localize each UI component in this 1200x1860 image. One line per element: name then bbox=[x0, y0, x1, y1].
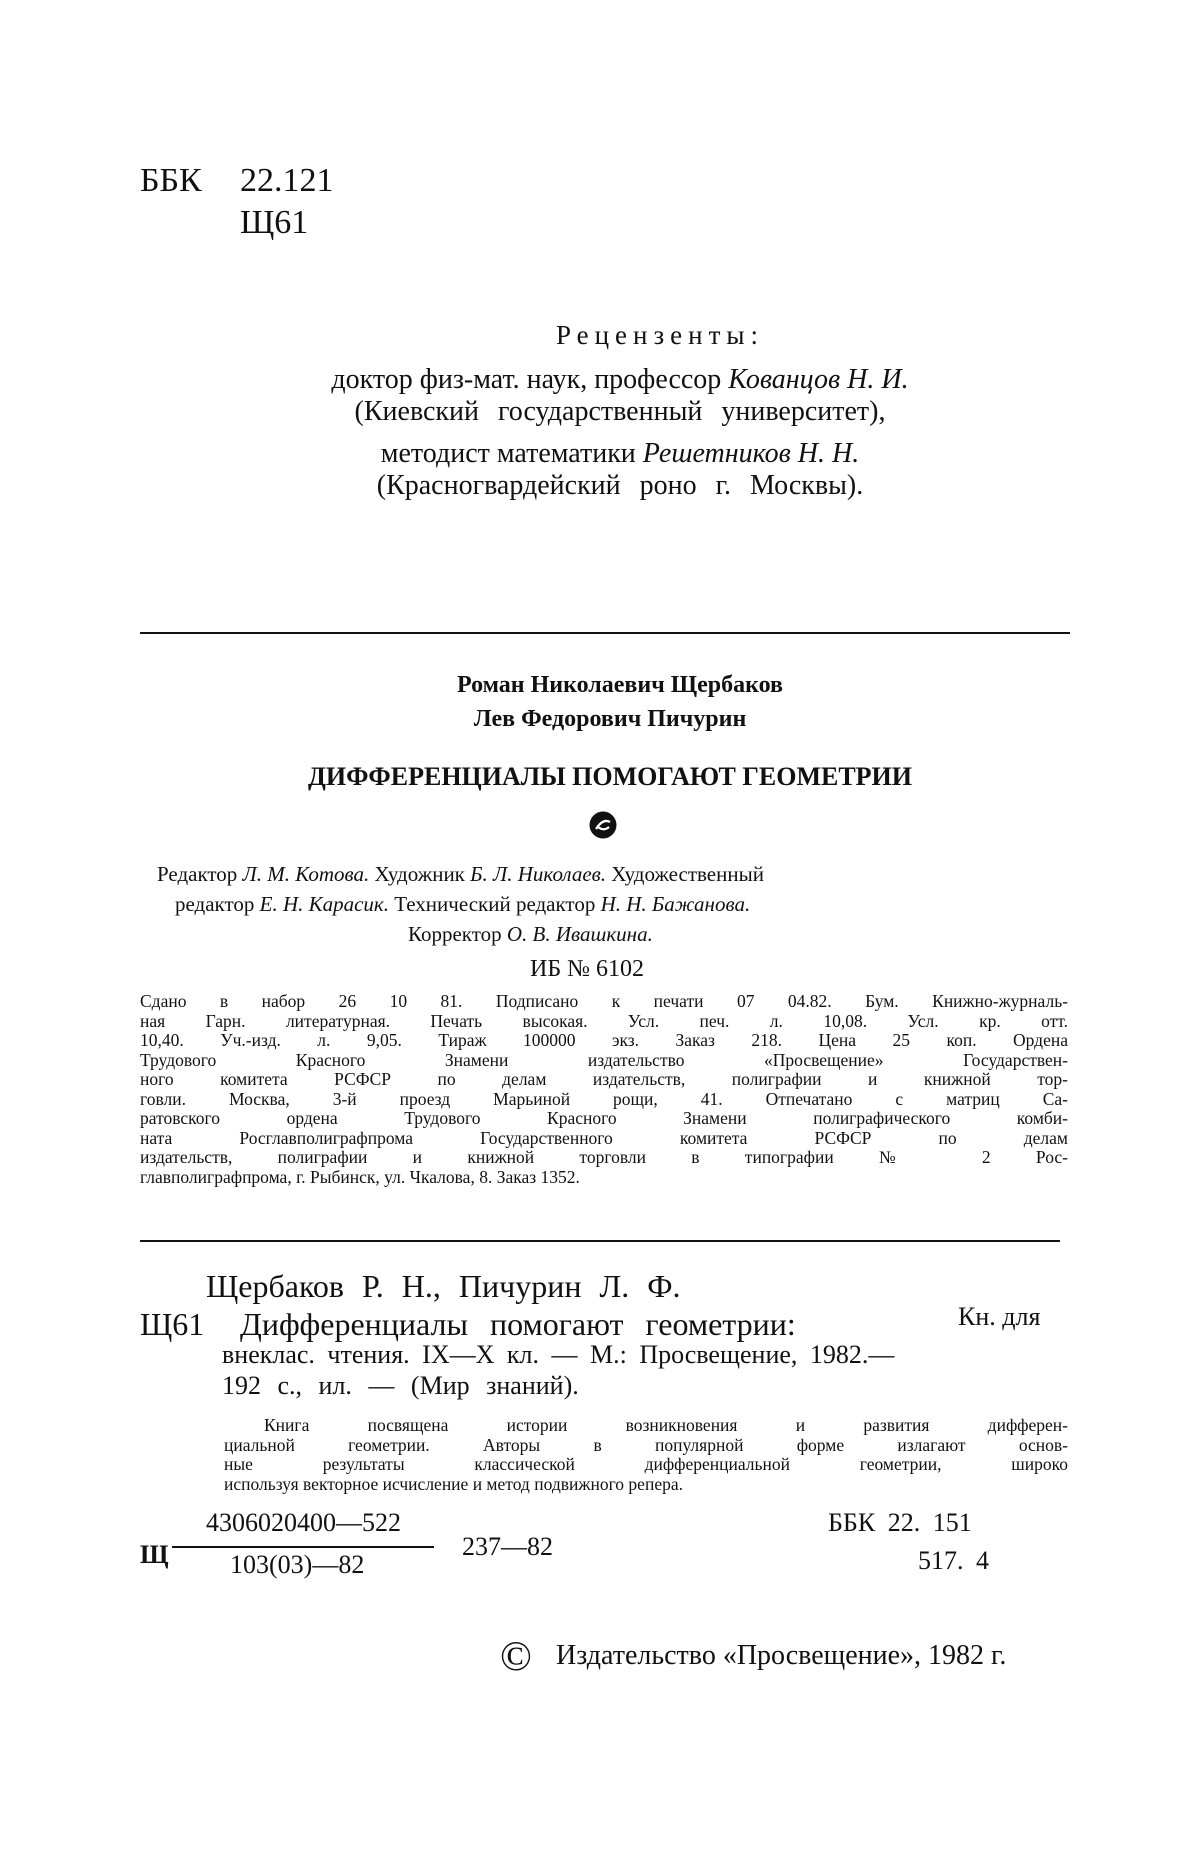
reviewer-2-role: методист математики bbox=[380, 438, 643, 469]
catalog-udk: 517. 4 bbox=[918, 1546, 989, 1575]
reviewer-1-role: доктор физ-мат. наук, профессор bbox=[331, 364, 729, 395]
formula-numerator: 4306020400—522 bbox=[206, 1508, 401, 1537]
catalog-call-mark: Щ61 bbox=[140, 1306, 205, 1342]
copyright-text: Издательство «Просвещение», 1982 г. bbox=[556, 1640, 1007, 1671]
imprint-line: главполиграфпрома, г. Рыбинск, ул. Чкалова, 8. Заказ 1352. bbox=[140, 1166, 580, 1187]
reviewers-heading: Рецензенты: bbox=[555, 320, 765, 350]
catalog-line-3: 192 с., ил. — (Мир знаний). bbox=[222, 1371, 579, 1400]
ib-number: ИБ № 6102 bbox=[530, 956, 645, 982]
catalog-line-2: внеклас. чтения. IX—X кл. — М.: Просвещение, 1982.— bbox=[222, 1340, 895, 1369]
credit-role: Редактор bbox=[157, 862, 243, 886]
publisher-emblem-icon bbox=[588, 810, 618, 840]
imprint-block bbox=[140, 992, 1068, 1187]
copyright-symbol: © bbox=[500, 1634, 532, 1680]
catalog-title-line: Дифференциалы помогают геометрии: bbox=[240, 1306, 796, 1342]
catalog-bbk: ББК 22. 151 bbox=[828, 1508, 972, 1537]
formula-order-code: 237—82 bbox=[462, 1532, 553, 1561]
credit-role: Корректор bbox=[408, 922, 507, 946]
catalog-title-tail: Кн. для bbox=[958, 1302, 1041, 1331]
book-title: ДИФФЕРЕНЦИАЛЫ ПОМОГАЮТ ГЕОМЕТРИИ bbox=[307, 762, 913, 791]
formula-letter: Щ bbox=[140, 1540, 169, 1569]
credit-name: Е. Н. Карасик. bbox=[259, 892, 389, 916]
credit-name: Б. Л. Николаев. bbox=[470, 862, 607, 886]
reviewer-2-line bbox=[20, 438, 1200, 470]
bbk-label: ББК bbox=[140, 162, 202, 199]
credit-role: Технический редактор bbox=[388, 892, 601, 916]
credit-role: Художественный bbox=[606, 862, 764, 886]
annotation-line: ные результаты классической дифференциальной геометрии, широко bbox=[224, 1454, 1068, 1474]
reviewer-1-org: (Киевский государственный университет), bbox=[354, 396, 886, 427]
annotation-line: циальной геометрии. Авторы в популярной форме излагают основ- bbox=[224, 1434, 1068, 1455]
imprint-line: ного комитета РСФСР по делам издательств, полиграфии и книжной тор- bbox=[140, 1069, 1068, 1089]
reviewer-1-name: Кованцов Н. И. bbox=[728, 364, 909, 395]
reviewer-2-name: Решетников Н. Н. bbox=[642, 438, 860, 469]
credit-name: О. В. Ивашкина. bbox=[506, 922, 653, 946]
divider-top bbox=[140, 632, 1070, 634]
divider-bottom bbox=[140, 1240, 1060, 1242]
catalog-heading: Щербаков Р. Н., Пичурин Л. Ф. bbox=[206, 1268, 681, 1304]
reviewer-2-org: (Красногвардейский роно г. Москвы). bbox=[376, 470, 864, 501]
imprint-line: ратовского ордена Трудового Красного Знамени полиграфического комби- bbox=[140, 1108, 1068, 1128]
imprint-line: 10,40. Уч.-изд. л. 9,05. Тираж 100000 экз. Заказ 218. Цена 25 коп. Ордена bbox=[140, 1030, 1068, 1050]
imprint-line: ната Росглавполиграфпрома Государственного комитета РСФСР по делам bbox=[140, 1127, 1068, 1148]
credits-line-3 bbox=[408, 922, 653, 947]
imprint-line: ная Гарн. литературная. Печать высокая. Усл. печ. л. 10,08. Усл. кр. отт. bbox=[140, 1010, 1068, 1031]
credit-name: Л. М. Котова. bbox=[242, 862, 370, 886]
formula-denominator: 103(03)—82 bbox=[230, 1550, 365, 1579]
author-1: Роман Николаевич Щербаков bbox=[457, 672, 783, 698]
annotation-block bbox=[224, 1416, 1068, 1494]
credits-line-1 bbox=[157, 862, 764, 887]
formula-fraction-bar bbox=[172, 1546, 434, 1548]
credit-role: редактор bbox=[175, 892, 260, 916]
author-mark: Щ61 bbox=[240, 204, 309, 241]
annotation-line: используя векторное исчисление и метод подвижного репера. bbox=[224, 1473, 683, 1494]
annotation-line: Книга посвящена истории возникновения и развития дифферен- bbox=[264, 1415, 1068, 1435]
imprint-line: Трудового Красного Знамени издательство «Просвещение» Государствен- bbox=[140, 1049, 1068, 1070]
credit-name: Н. Н. Бажанова. bbox=[600, 892, 751, 916]
reviewer-1-line bbox=[20, 364, 1200, 396]
imprint-line: издательств, полиграфии и книжной торговли в типографии № 2 Рос- bbox=[140, 1147, 1068, 1167]
credit-role: Художник bbox=[369, 862, 471, 886]
credits-line-2 bbox=[175, 892, 750, 917]
imprint-line: говли. Москва, 3-й проезд Марьиной рощи, 41. Отпечатано с матриц Са- bbox=[140, 1088, 1068, 1109]
imprint-line: Сдано в набор 26 10 81. Подписано к печати 07 04.82. Бум. Книжно-журналь- bbox=[140, 991, 1068, 1011]
bbk-code: 22.121 bbox=[240, 162, 334, 199]
author-2: Лев Федорович Пичурин bbox=[473, 706, 747, 732]
